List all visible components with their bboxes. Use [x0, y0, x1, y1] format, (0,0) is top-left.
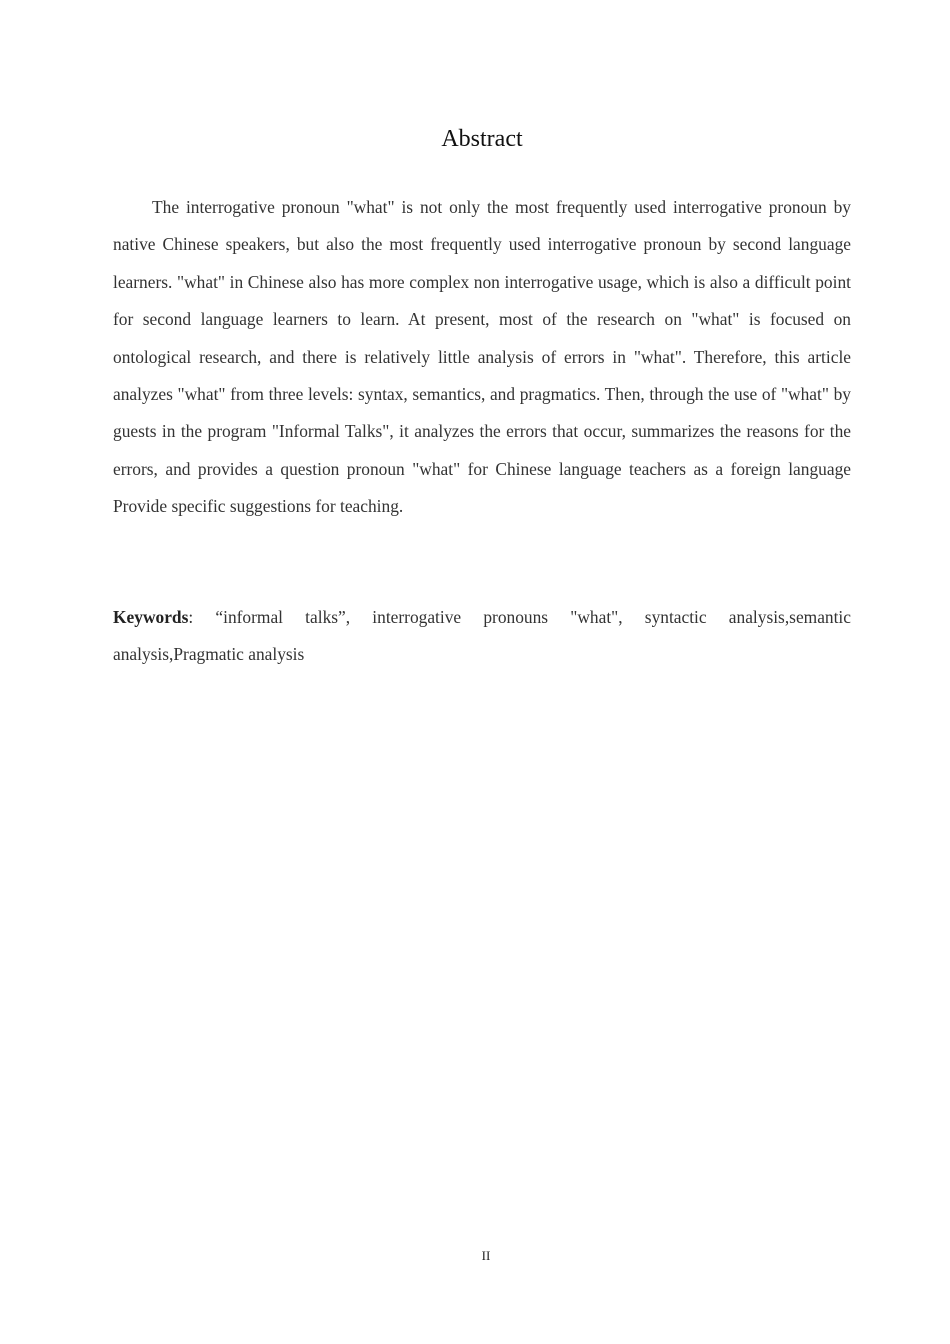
keywords-label: Keywords	[113, 607, 189, 627]
page-number: II	[481, 1248, 491, 1263]
page-title: Abstract	[441, 126, 523, 152]
keywords-separator: :	[188, 607, 216, 627]
keywords-paragraph	[113, 599, 851, 674]
abstract-paragraph: The interrogative pronoun "what" is not only the most frequently used interrogative pronoun by native Chinese speakers, but also the most frequently used interrogative pronoun by second language learners. "what" in Chinese also has more complex non interrogative usage, which is also a difficult point for second language learners to learn. At present, most of the research on "what" is focused on ontological research, and there is relatively little analysis of errors in "what". Therefore, this article analyzes "what" from three levels: syntax, semantics, and pragmatics. Then, through the use of "what" by guests in the program "Informal Talks", it analyzes the errors that occur, summarizes the reasons for the errors, and provides a question pronoun "what" for Chinese language teachers as a foreign language Provide specific suggestions for teaching.	[113, 197, 851, 517]
keywords-text: “informal talks”, interrogative pronouns "what", syntactic analysis,semantic analysis,Pragmatic analysis	[113, 607, 851, 665]
